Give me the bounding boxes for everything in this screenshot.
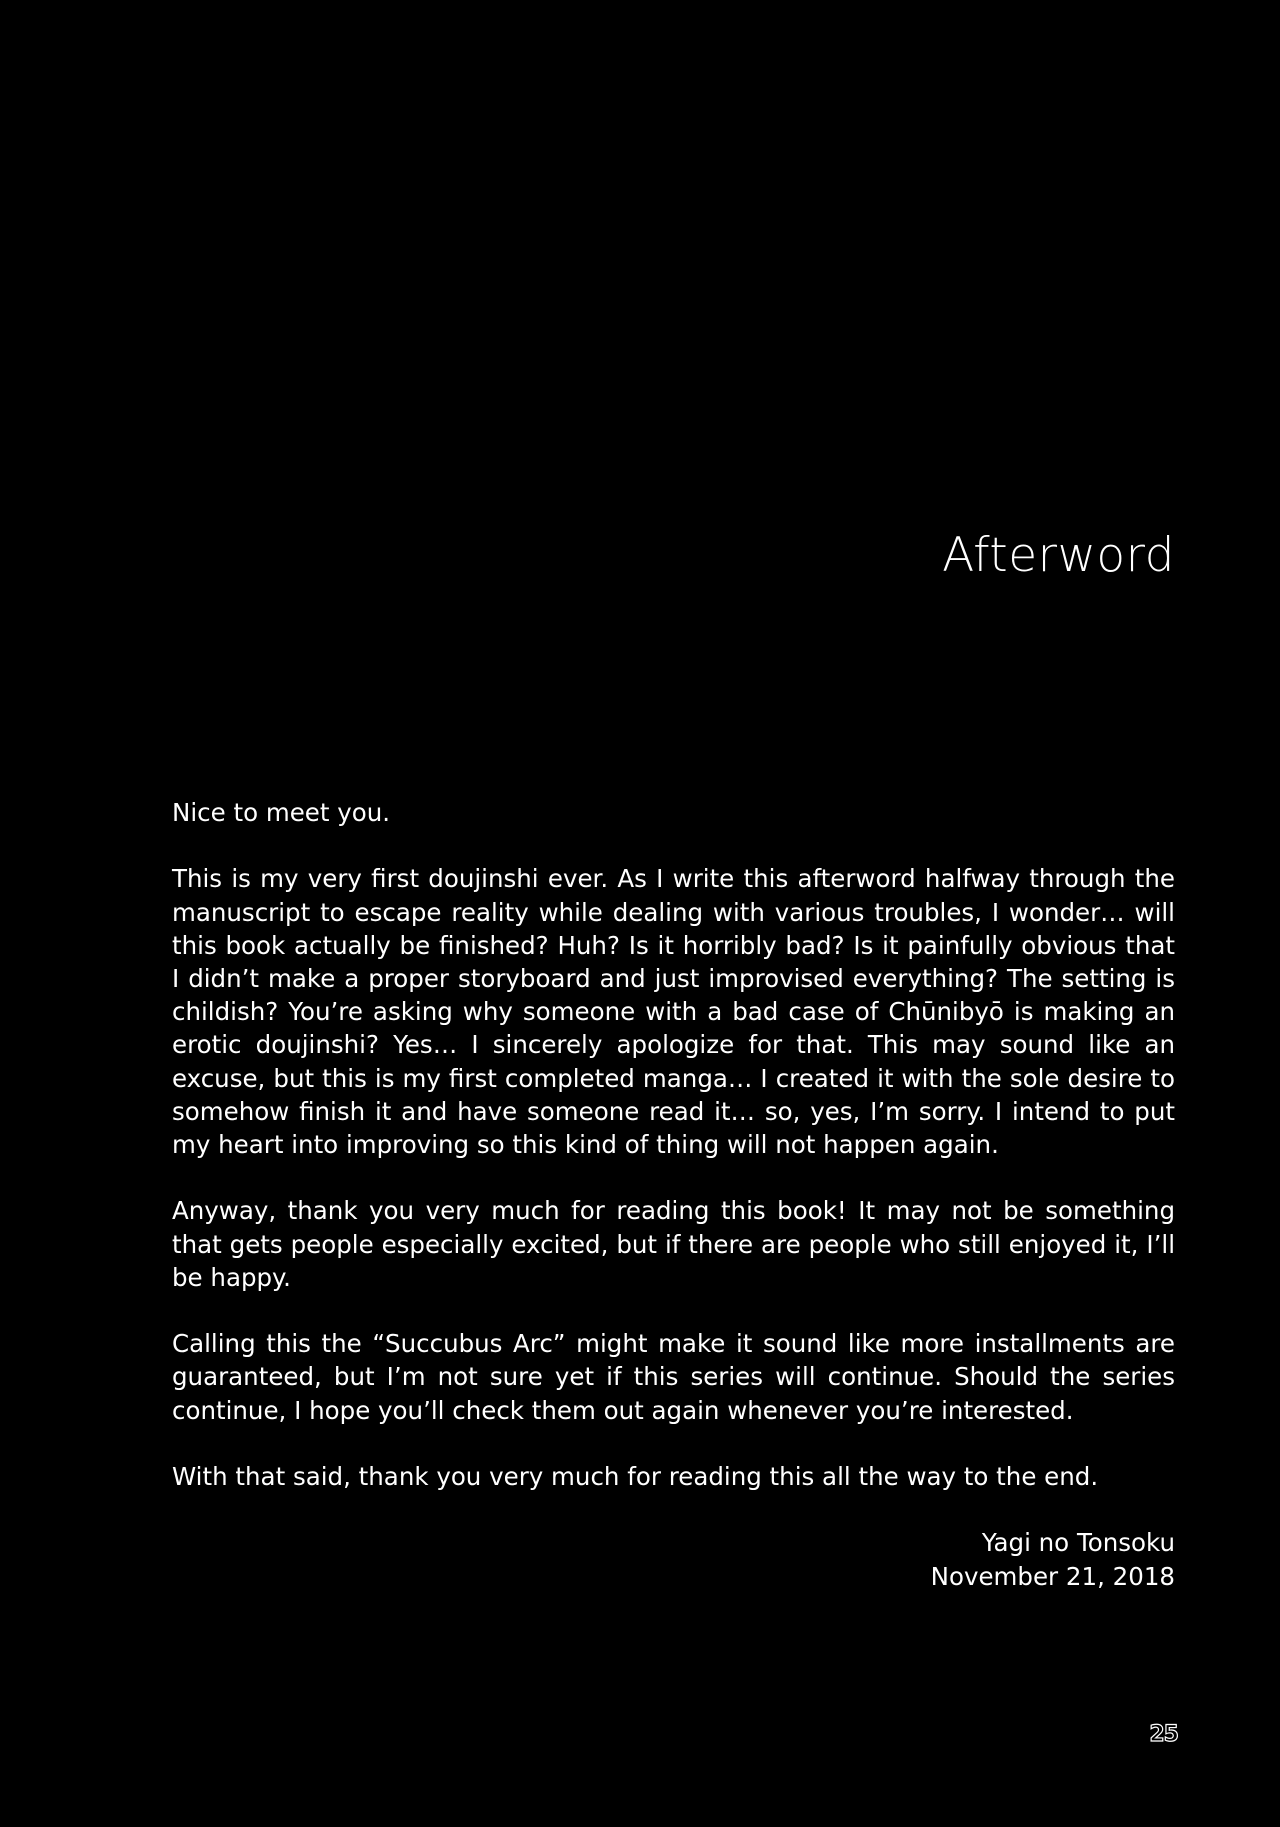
greeting-line: Nice to meet you. — [172, 798, 391, 827]
paragraph-3: Calling this the “Succubus Arc” might make it sound like more installments are guaranteed, but I’m not sure yet if this series will continue. Should the series continue, I hope you’ll check them out again whenever you’re interested. — [172, 1329, 1175, 1425]
paragraph-4: With that said, thank you very much for reading this all the way to the end. — [172, 1462, 1099, 1491]
paragraph-1: This is my very first doujinshi ever. As I write this afterword halfway through the manuscript to escape reality while dealing with various troubles, I wonder… will this book actually be finished? Huh? Is it horribly bad? Is it painfully obvious that I didn’t make a proper storyboard and just improvised everything? The setting is childish? You’re asking why someone with a bad case of Chūnibyō is making an erotic doujinshi? Yes… I sincerely apologize for that. This may sound like an excuse, but this is my first completed manga… I created it with the sole desire to somehow finish it and have someone read it… so, yes, I’m sorry. I intend to put my heart into improving so this kind of thing will not happen again. — [172, 864, 1175, 1160]
paragraph-2: Anyway, thank you very much for reading this book! It may not be something that gets people especially excited, but if there are people who still enjoyed it, I’ll be happy. — [172, 1196, 1175, 1292]
page-title: Afterword — [942, 528, 1175, 583]
author-name: Yagi no Tonsoku — [981, 1528, 1175, 1558]
page-number: 25 — [1149, 1722, 1178, 1747]
signature-date: November 21, 2018 — [930, 1561, 1175, 1591]
afterword-body — [172, 796, 1175, 1593]
signature-block — [172, 1526, 1175, 1592]
